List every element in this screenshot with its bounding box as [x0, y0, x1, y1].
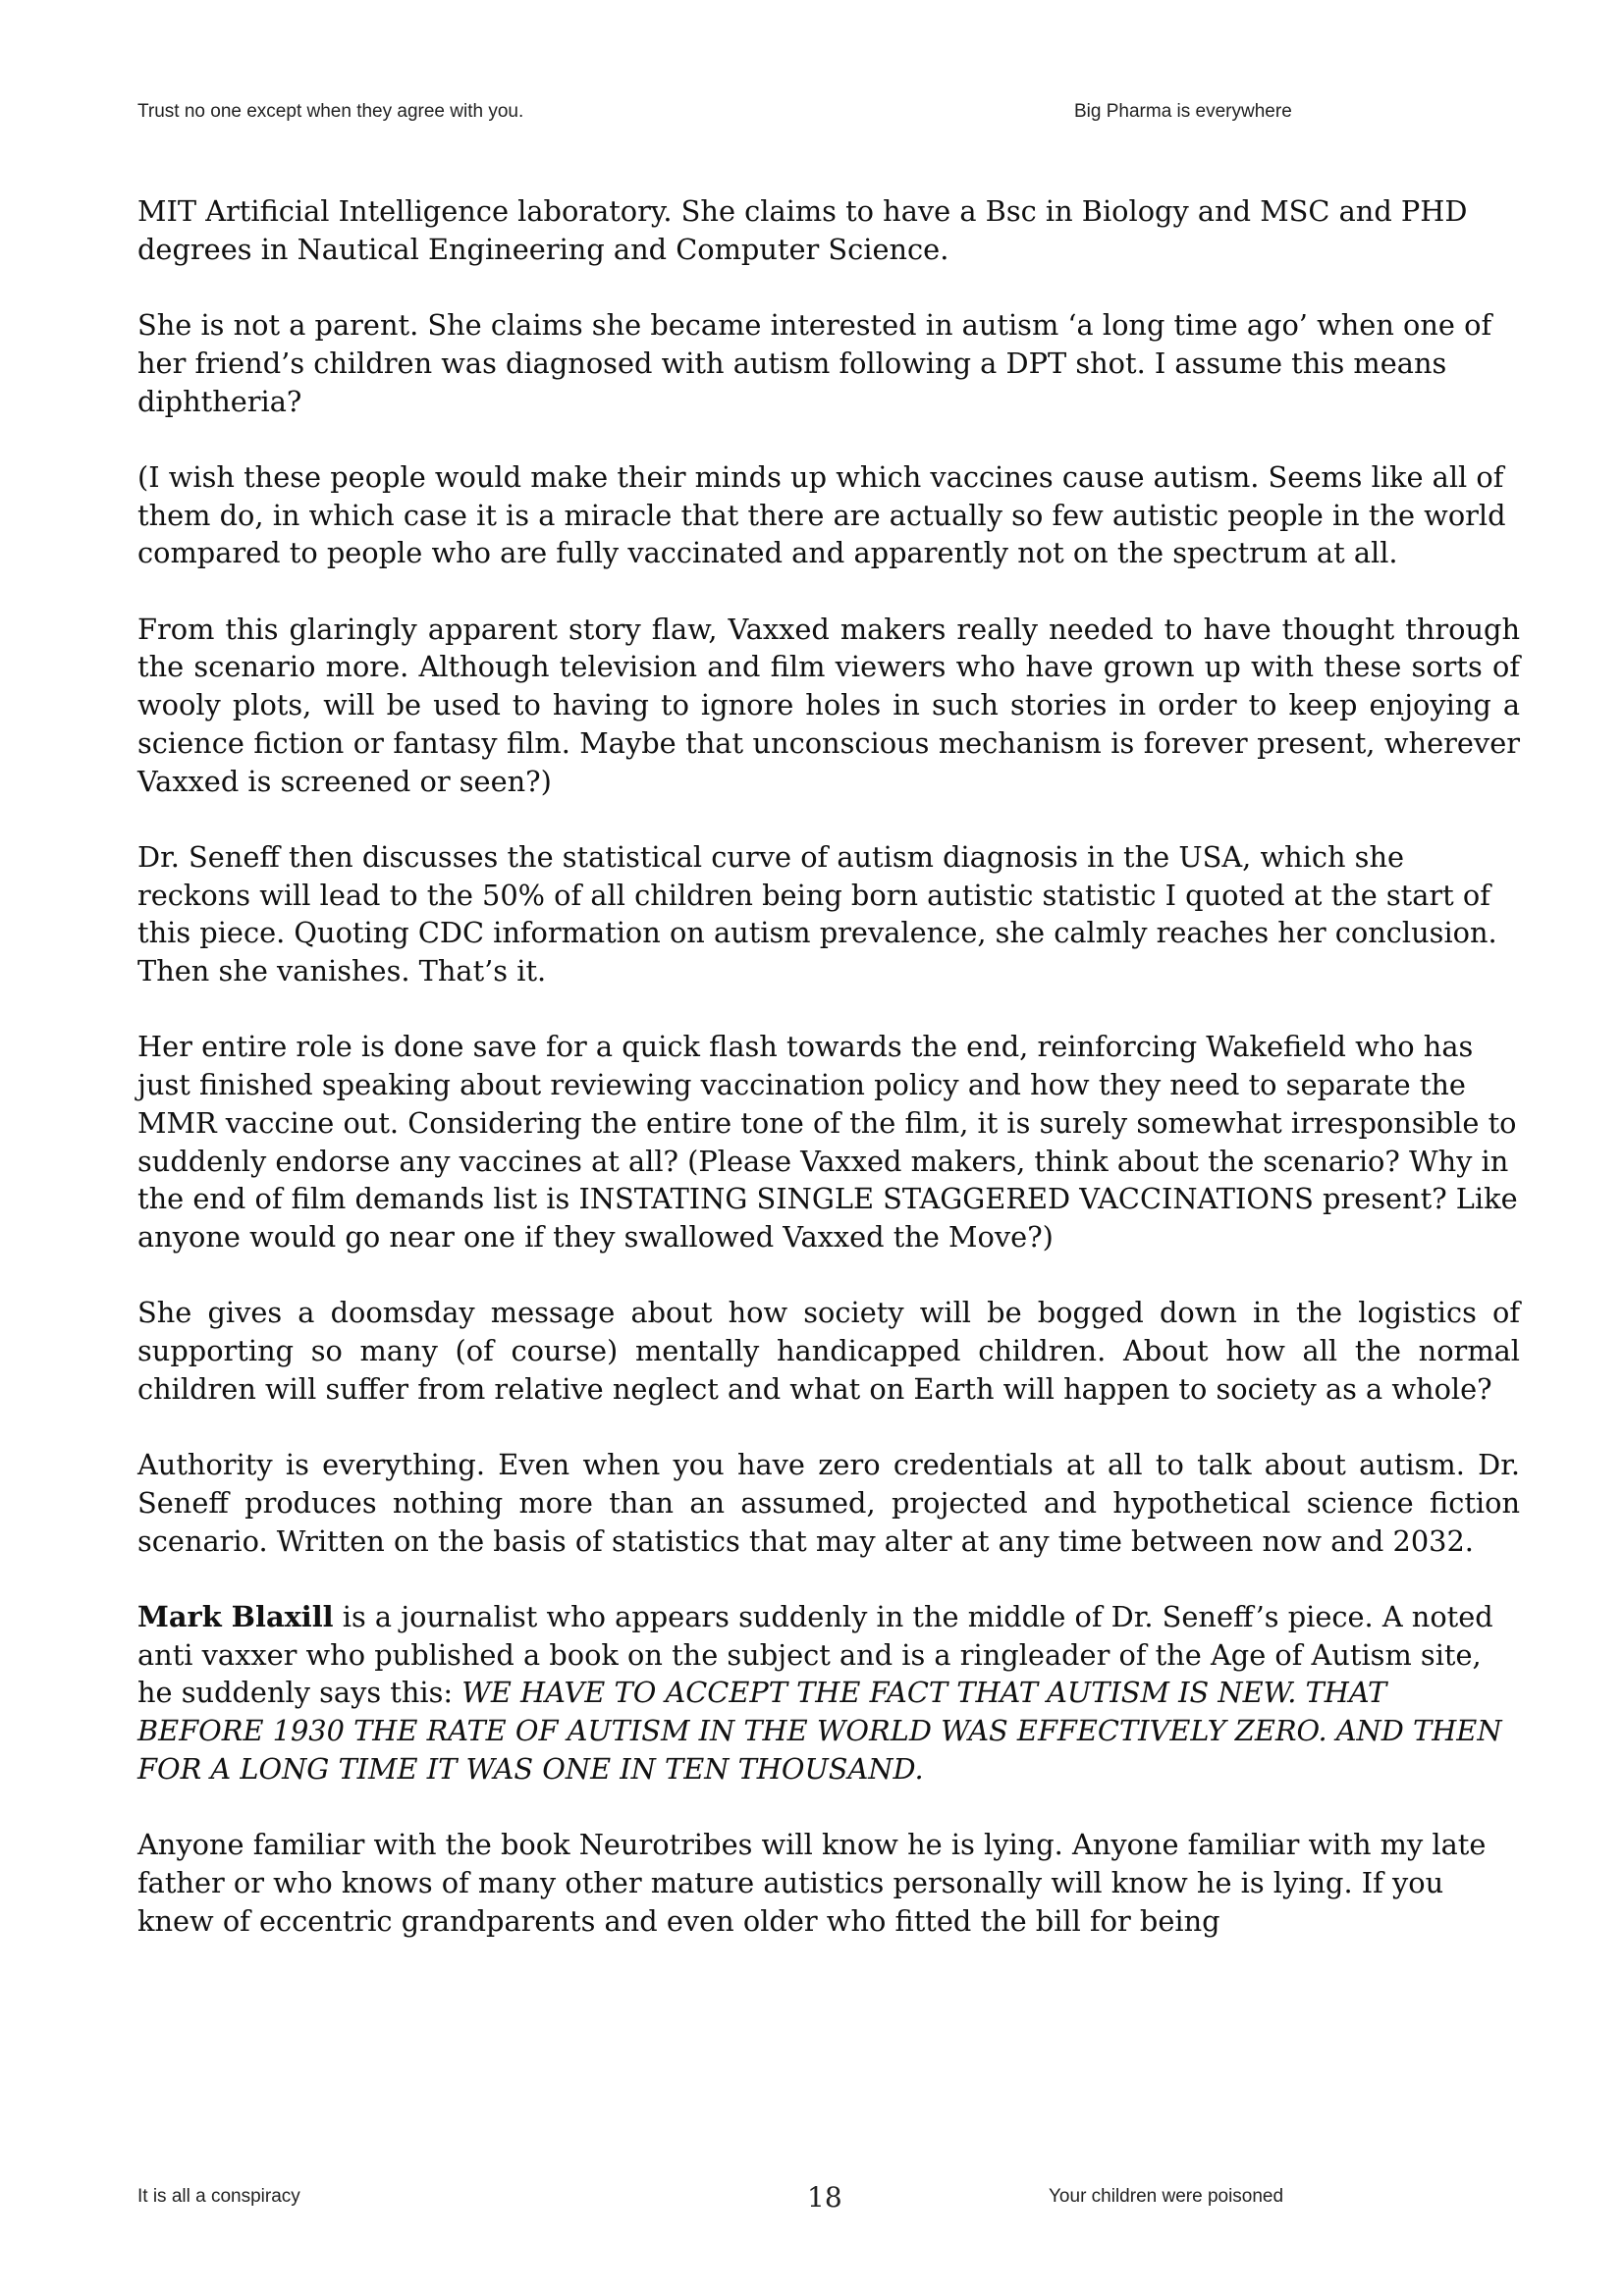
person-name: Mark Blaxill — [137, 1599, 334, 1633]
paragraph: MIT Artificial Intelligence laboratory. She claims to have a Bsc in Biology and MSC and PHD degrees in Nautical Engineering and Computer Science. — [137, 194, 1468, 266]
page-body — [137, 192, 1520, 1978]
paragraph-text: is a journalist who appears suddenly in the middle of Dr. Seneff’s piece. A noted anti vaxxer who published a book on the subject and is a ringleader of the Age of Autism site, he suddenly says this: — [137, 1599, 1493, 1710]
quotation: WE HAVE TO ACCEPT THE FACT THAT AUTISM IS NEW. THAT BEFORE 1930 THE RATE OF AUTISM IN THE WORLD WAS EFFECTIVELY ZERO. AND THEN FOR A LONG TIME IT WAS ONE IN TEN THOUSAND. — [137, 1676, 1502, 1786]
paragraph: Her entire role is done save for a quick flash towards the end, reinforcing Wakefield who has just finished speaking about reviewing vaccination policy and how they need to separate the MMR vaccine out. Considering the entire tone of the film, it is surely somewhat irresponsible to suddenly endorse any vaccines at all? (Please Vaxxed makers, think about the scenario? Why in the end of film demands list is INSTATING SINGLE STAGGERED VACCINATIONS present? Like anyone would go near one if they swallowed Vaxxed the Move?) — [137, 1030, 1518, 1254]
paragraph: Dr. Seneff then discusses the statistical curve of autism diagnosis in the USA, which she reckons will lead to the 50% of all children being born autistic statistic I quoted at the start of this piece. Quoting CDC information on autism prevalence, she calmly reaches her conclusion. Then she vanishes. That’s it. — [137, 839, 1497, 988]
paragraph: (I wish these people would make their minds up which vaccines cause autism. Seems like all of them do, in which case it is a miracle that there are actually so few autistic people in the world compared to people who are fully vaccinated and apparently not on the spectrum at all. — [137, 459, 1506, 570]
paragraph-mark-blaxill — [137, 1598, 1520, 1789]
running-footer-left: It is all a conspiracy — [137, 2186, 300, 2207]
paragraph: Authority is everything. Even when you have zero credentials at all to talk about autism. Dr. Seneff produces nothing more than an assumed, projected and hypothetical science fiction scenario. Written on the basis of statistics that may alter at any time between now and 2032. — [137, 1448, 1520, 1558]
running-footer-right: Your children were poisoned — [1049, 2186, 1284, 2207]
paragraph: Anyone familiar with the book Neurotribes will know he is lying. Anyone familiar with my late father or who knows of many other mature autistics personally will know he is lying. If you knew of eccentric grandparents and even older who fitted the bill for being — [137, 1828, 1487, 1938]
page-number: 18 — [807, 2181, 842, 2214]
running-header-left: Trust no one except when they agree with you. — [137, 101, 524, 122]
paragraph: She gives a doomsday message about how society will be bogged down in the logistics of supporting so many (of course) mentally handicapped children. About how all the normal children will suffer from relative neglect and what on Earth will happen to society as a whole? — [137, 1296, 1520, 1406]
running-header-right: Big Pharma is everywhere — [1074, 101, 1292, 122]
paragraph: She is not a parent. She claims she became interested in autism ‘a long time ago’ when one of her friend’s children was diagnosed with autism following a DPT shot. I assume this means diphtheria? — [137, 308, 1492, 418]
paragraph: From this glaringly apparent story flaw, Vaxxed makers really needed to have thought through the scenario more. Although television and film viewers who have grown up with these sorts of wooly plots, will be used to having to ignore holes in such stories in order to keep enjoying a science fiction or fantasy film. Maybe that unconscious mechanism is forever present, wherever Vaxxed is screened or seen?) — [137, 612, 1520, 798]
